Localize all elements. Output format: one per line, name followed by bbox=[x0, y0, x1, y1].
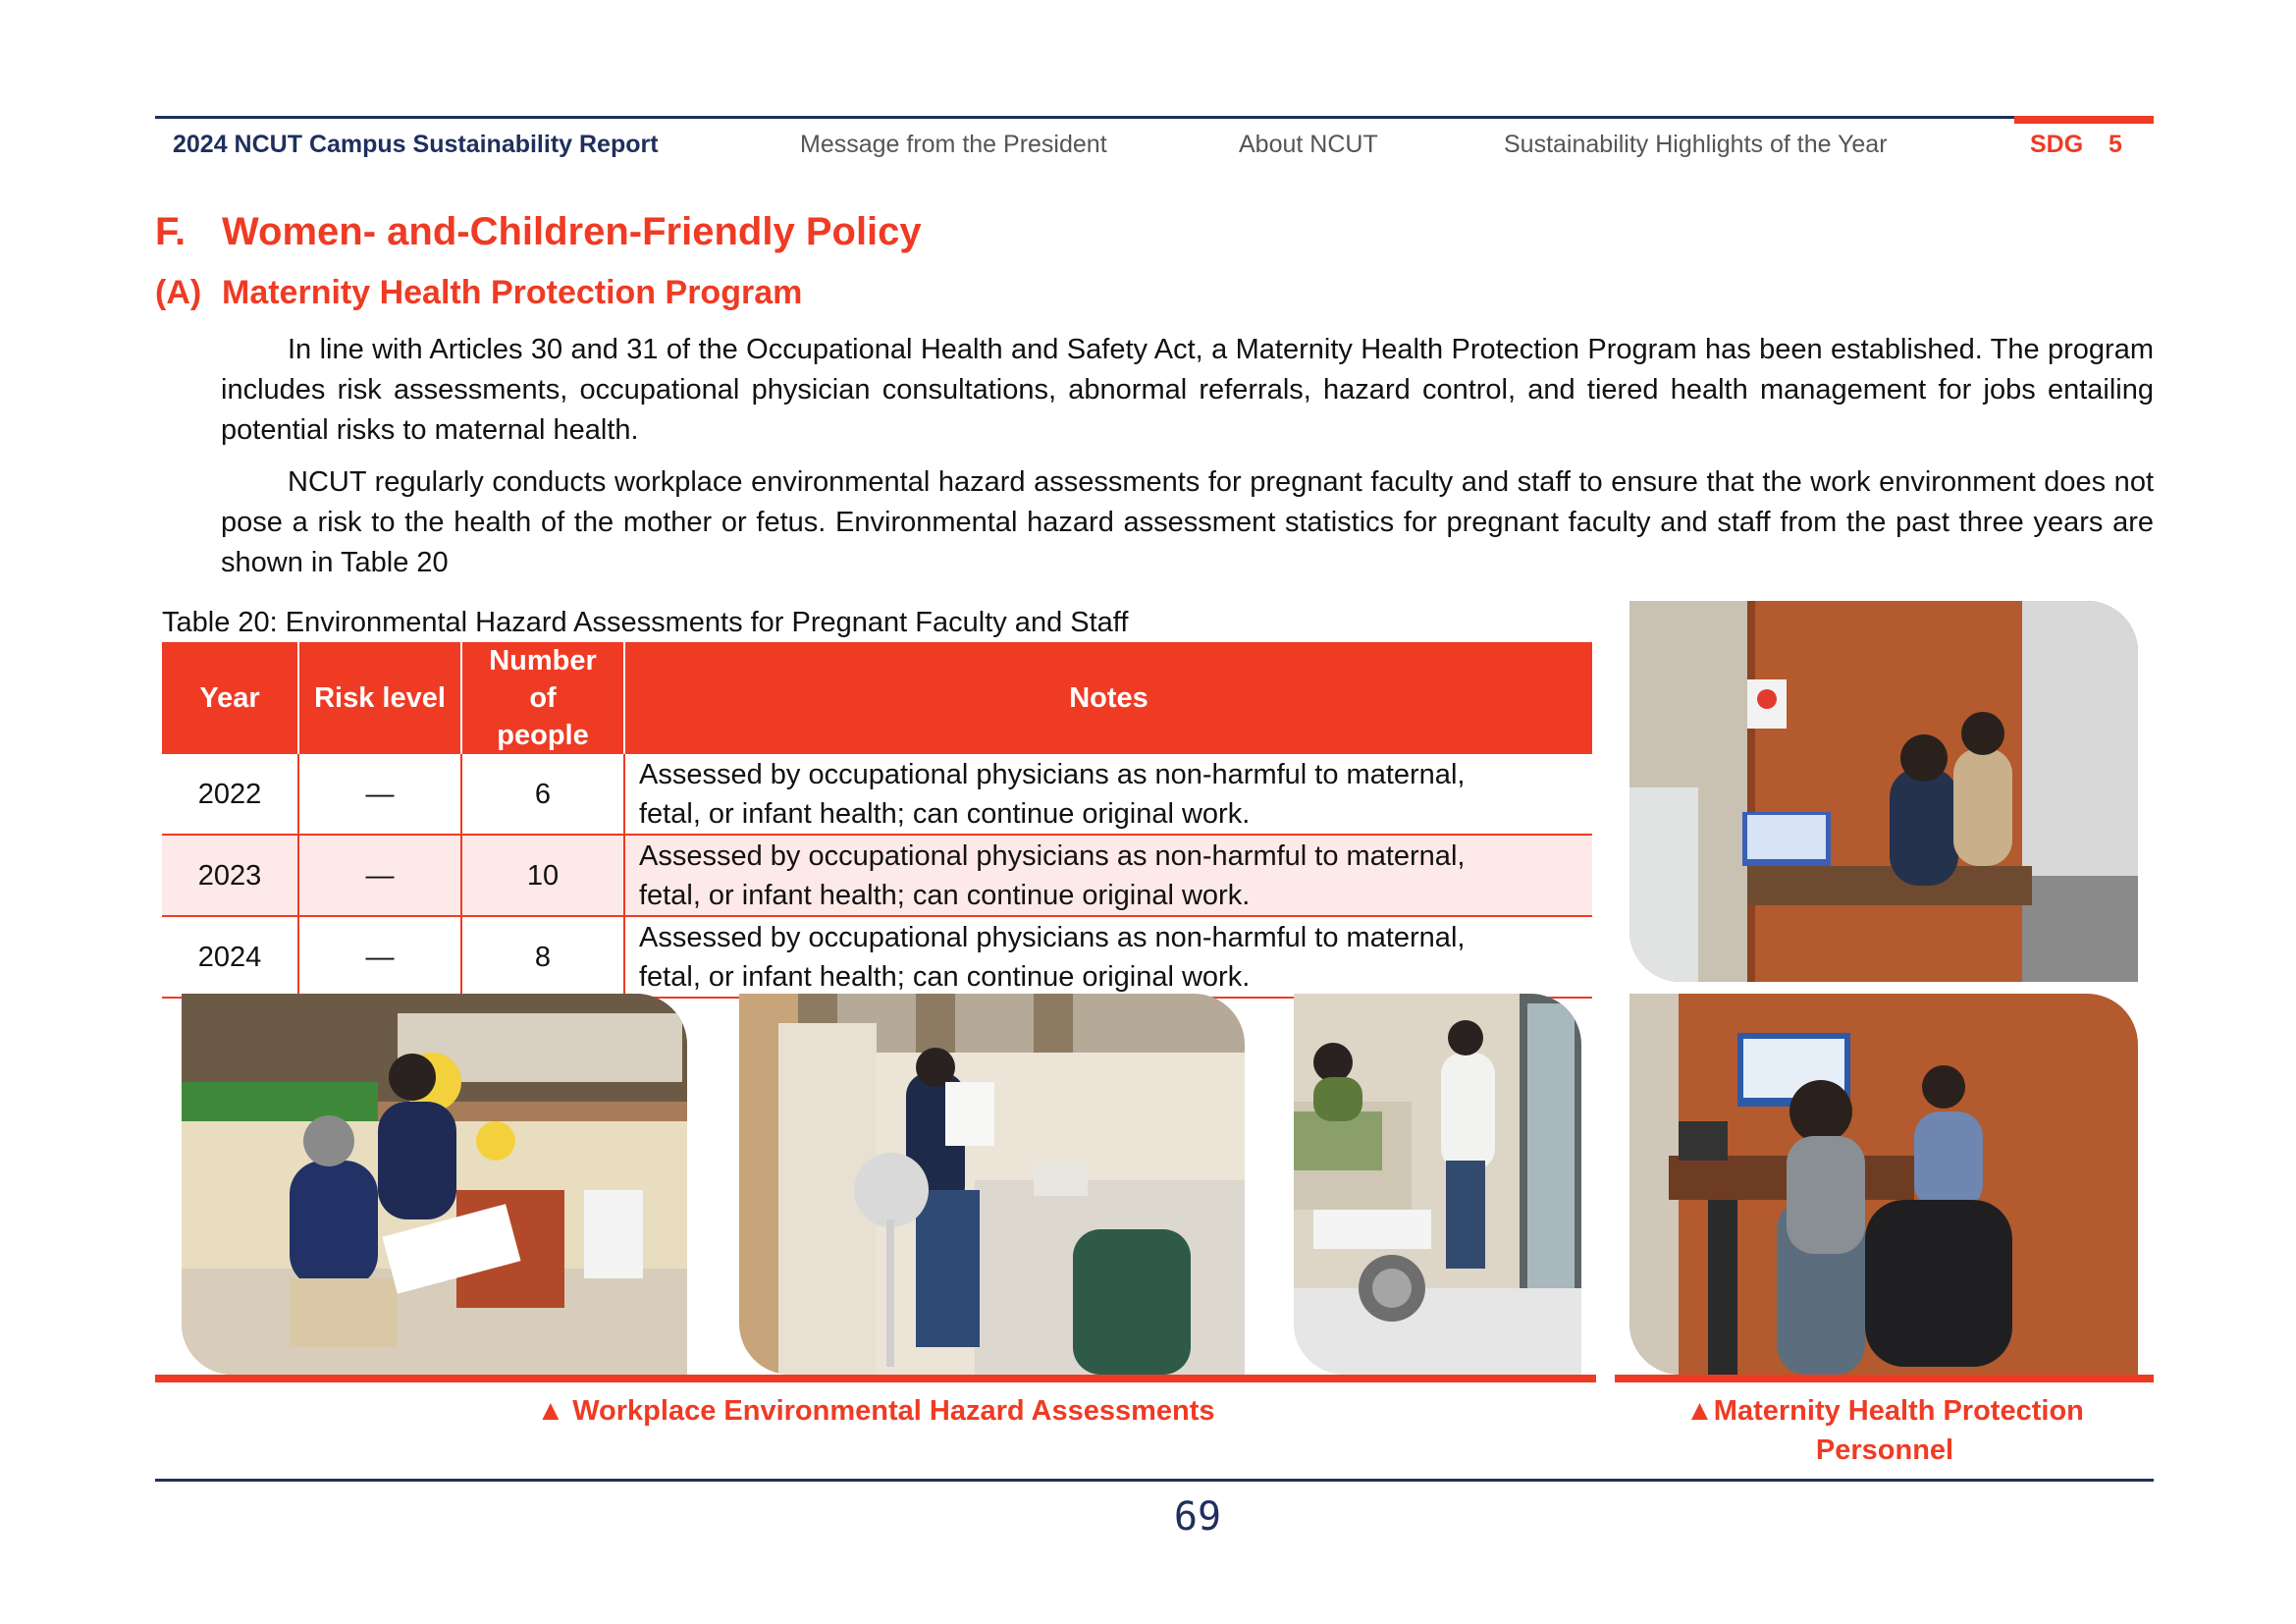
cell-notes-text: Assessed by occupational physicians as non-harmful to maternal, fetal, or infant health; can continue original work. bbox=[639, 921, 1466, 993]
report-title: 2024 NCUT Campus Sustainability Report bbox=[173, 131, 659, 158]
cell-notes-text: Assessed by occupational physicians as non-harmful to maternal, fetal, or infant health; can continue original work. bbox=[639, 839, 1466, 911]
section-title: Women- and-Children-Friendly Policy bbox=[222, 210, 922, 253]
nav-link-about[interactable]: About NCUT bbox=[1239, 131, 1378, 158]
column-header-year: Year bbox=[162, 642, 298, 754]
column-header-risk-level: Risk level bbox=[298, 642, 461, 754]
section-heading bbox=[155, 206, 922, 257]
cell-risk-level: — bbox=[298, 835, 461, 916]
header-rule bbox=[155, 116, 2154, 119]
paragraph-2 bbox=[221, 462, 2154, 583]
sdg-number: 5 bbox=[2109, 131, 2122, 158]
cell-number: 6 bbox=[461, 754, 624, 835]
page-number: 69 bbox=[1173, 1494, 1222, 1540]
subsection-title: Maternity Health Protection Program bbox=[222, 274, 803, 311]
subsection-heading bbox=[155, 271, 802, 314]
photo-workplace-assessment-3 bbox=[1294, 994, 1581, 1375]
cell-risk-level: — bbox=[298, 754, 461, 835]
cell-notes bbox=[624, 754, 1592, 835]
cell-risk-level: — bbox=[298, 916, 461, 998]
paragraph-1-text: In line with Articles 30 and 31 of the Occupational Health and Safety Act, a Maternity Health Protection Program has been established. The program includes risk assessments, occupational physician consultations, abnormal referrals, hazard control, and tiered health management for jobs entailing potential risks to maternal health. bbox=[221, 334, 2154, 446]
section-label: F. bbox=[155, 210, 187, 253]
photo-workplace-assessment-2 bbox=[739, 994, 1245, 1375]
column-header-number-of-people bbox=[461, 642, 624, 754]
table-caption: Table 20: Environmental Hazard Assessments for Pregnant Faculty and Staff bbox=[162, 607, 1129, 638]
cell-year: 2023 bbox=[162, 835, 298, 916]
cell-notes bbox=[624, 916, 1592, 998]
caption-workplace: ▲ Workplace Environmental Hazard Assessments bbox=[536, 1395, 1215, 1427]
sdg-label: SDG bbox=[2030, 131, 2084, 158]
subsection-label: (A) bbox=[155, 274, 202, 311]
table-header-row bbox=[162, 642, 1592, 754]
header-accent-bar bbox=[2014, 116, 2154, 124]
number-of-people-label: Number of people bbox=[489, 645, 597, 751]
photo-personnel-consultation-1 bbox=[1629, 601, 2138, 982]
column-header-notes: Notes bbox=[624, 642, 1592, 754]
caption-bar-workplace bbox=[155, 1375, 1596, 1382]
hazard-assessment-table bbox=[162, 642, 1592, 999]
cell-year: 2024 bbox=[162, 916, 298, 998]
nav-link-highlights[interactable]: Sustainability Highlights of the Year bbox=[1504, 131, 1888, 158]
paragraph-1 bbox=[221, 330, 2154, 451]
photo-workplace-assessment-1 bbox=[182, 994, 687, 1375]
table-row bbox=[162, 916, 1592, 998]
footer-rule bbox=[155, 1479, 2154, 1482]
caption-personnel: ▲Maternity Health Protection Personnel bbox=[1685, 1395, 2084, 1466]
nav-link-president[interactable]: Message from the President bbox=[800, 131, 1107, 158]
cell-number: 8 bbox=[461, 916, 624, 998]
cell-notes-text: Assessed by occupational physicians as non-harmful to maternal, fetal, or infant health; can continue original work. bbox=[639, 758, 1466, 830]
table-row bbox=[162, 835, 1592, 916]
cell-notes bbox=[624, 835, 1592, 916]
cell-number: 10 bbox=[461, 835, 624, 916]
photo-personnel-consultation-2 bbox=[1629, 994, 2138, 1375]
paragraph-2-text: NCUT regularly conducts workplace environmental hazard assessments for pregnant faculty and staff to ensure that the work environment does not pose a risk to the health of the mother or fetus. Environmental hazard assessment statistics for pregnant faculty and staff from the past three years are shown in Table 20 bbox=[221, 466, 2154, 578]
cell-year: 2022 bbox=[162, 754, 298, 835]
table-row bbox=[162, 754, 1592, 835]
caption-bar-personnel bbox=[1615, 1375, 2154, 1382]
